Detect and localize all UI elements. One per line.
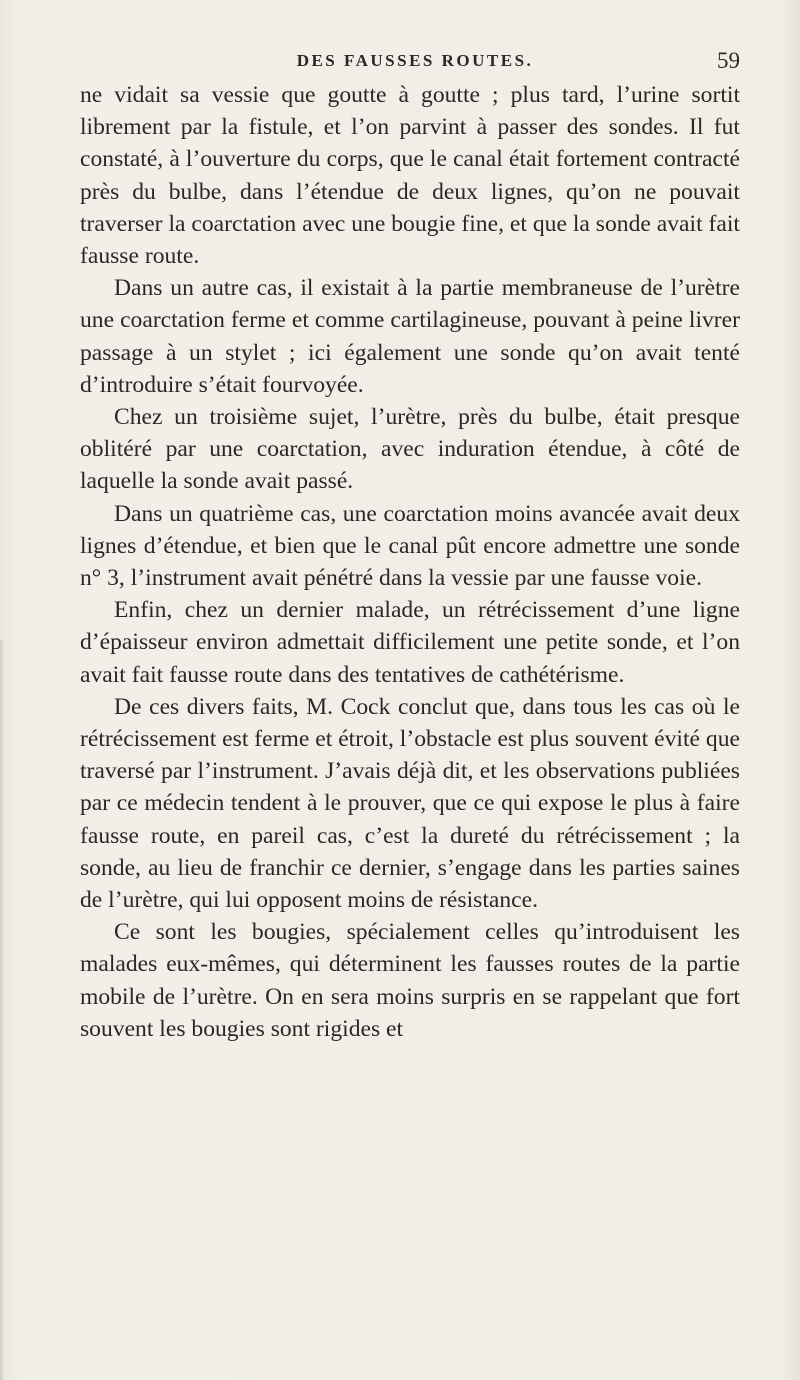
- paragraph: Ce sont les bougies, spécialement celles qu’introduisent les malades eux-mêmes, qui déterminent les fausses routes de la partie mobile de l’urètre. On en sera moins surpris en se rappelant que fort souvent les bougies sont rigides et: [80, 919, 740, 1042]
- paragraph: Dans un quatrième cas, une coarctation moins avancée avait deux lignes d’étendue, et bien que le canal pût encore admettre une sonde n° 3, l’instrument avait pénétré dans la vessie par une fausse voie.: [80, 500, 740, 592]
- paragraph: De ces divers faits, M. Cock conclut que, dans tous les cas où le rétrécissement est ferme et étroit, l’obstacle est plus souvent évité que traversé par l’instrument. J’avais déjà dit, et les observations publiées par ce médecin tendent à le prouver, que ce qui expose le plus à faire fausse route, en pareil cas, c’est la dureté du rétrécissement ; la sonde, au lieu de franchir ce dernier, s’engage dans les parties saines de l’urètre, qui lui opposent moins de résistance.: [80, 693, 740, 914]
- paragraph: Chez un troisième sujet, l’urètre, près du bulbe, était presque oblitéré par une coarctation, avec induration étendue, à côté de laquelle la sonde avait passé.: [80, 404, 740, 495]
- page-number: 59: [717, 48, 740, 73]
- paragraph: Dans un autre cas, il existait à la partie membraneuse de l’urètre une coarctation ferme et comme cartilagineuse, pouvant à peine livrer passage à un stylet ; ici également une sonde qu’on avait tenté d’introduire s’était fourvoyée.: [80, 275, 740, 398]
- page-edge-shadow: [0, 640, 4, 1380]
- paragraph: Enfin, chez un dernier malade, un rétrécissement d’une ligne d’épaisseur environ admettait difficilement une petite sonde, et l’on avait fait fausse route dans des tentatives de cathétérisme.: [80, 597, 740, 688]
- page-header: [90, 48, 740, 78]
- paragraph: ne vidait sa vessie que goutte à goutte ; plus tard, l’urine sortit librement par la fistule, et l’on parvint à passer des sondes. Il fut constaté, à l’ouverture du corps, que le canal était fortement contracté près du bulbe, dans l’étendue de deux lignes, qu’on ne pouvait traverser la coarctation avec une bougie fine, et que la sonde avait fait fausse route.: [80, 82, 740, 270]
- body-text: [80, 79, 740, 1045]
- running-title: DES FAUSSES ROUTES.: [296, 51, 534, 70]
